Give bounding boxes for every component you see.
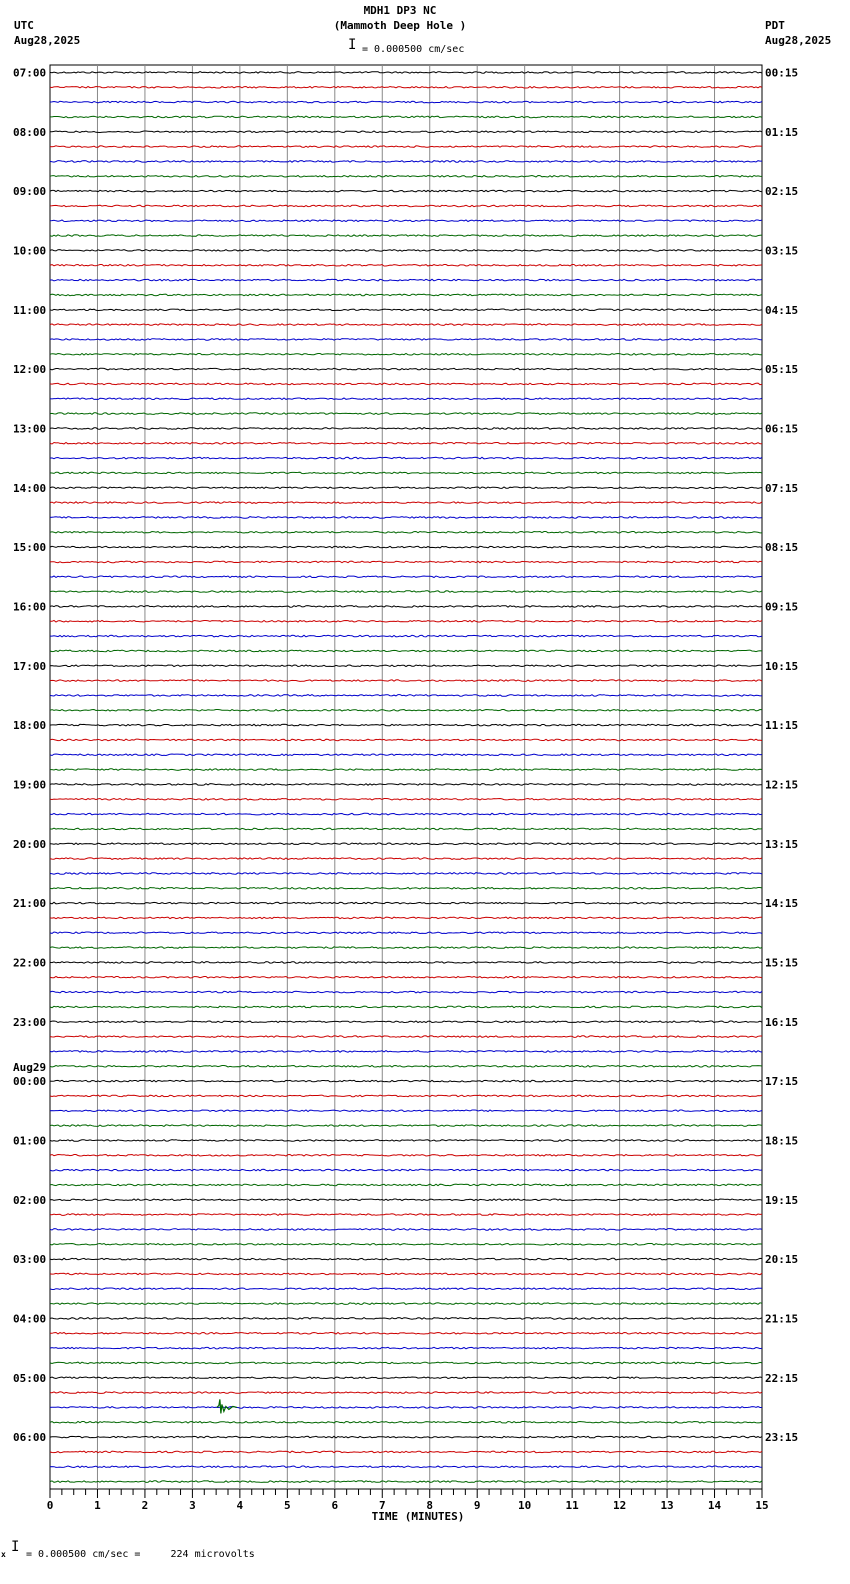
seismic-trace: [50, 1229, 762, 1231]
pdt-hour-label: 00:15: [765, 66, 799, 80]
x-tick-label: 11: [565, 1499, 579, 1512]
seismic-trace: [50, 1288, 762, 1290]
seismic-trace: [50, 591, 762, 593]
utc-hour-label: 13:00: [13, 422, 47, 436]
seismic-trace: [50, 1021, 762, 1023]
seismic-trace: [50, 695, 762, 697]
scale-bar-icon: I: [348, 37, 357, 53]
seismic-trace: [50, 532, 762, 534]
seismic-trace: [50, 502, 762, 504]
pdt-hour-label: 11:15: [765, 719, 799, 733]
pdt-hour-label: 18:15: [765, 1134, 799, 1148]
seismic-trace: [50, 1006, 762, 1008]
pdt-hour-label: 05:15: [765, 363, 799, 377]
seismic-trace: [50, 1214, 762, 1216]
seismic-trace: [50, 888, 762, 890]
seismic-trace: [50, 1273, 762, 1275]
pdt-hour-label: 06:15: [765, 422, 799, 436]
seismic-trace: [50, 932, 762, 934]
x-tick-label: 4: [236, 1499, 244, 1512]
seismic-trace: [50, 339, 762, 341]
seismic-trace: [50, 1036, 762, 1038]
utc-hour-label: 23:00: [13, 1015, 47, 1029]
seismic-trace: [50, 650, 762, 652]
x-tick-label: 10: [518, 1499, 532, 1512]
seismic-trace: [50, 621, 762, 623]
x-tick-label: 9: [473, 1499, 481, 1512]
seismic-trace: [50, 250, 762, 252]
seismic-trace: [50, 680, 762, 682]
utc-hour-label: 11:00: [13, 303, 47, 317]
plot-frame: [50, 65, 762, 1489]
utc-hour-label: 16:00: [13, 600, 47, 614]
seismic-trace: [50, 131, 762, 133]
seismic-trace: [50, 116, 762, 118]
seismic-trace: [50, 917, 762, 919]
pdt-hour-label: 09:15: [765, 600, 799, 614]
utc-hour-label: 12:00: [13, 363, 47, 377]
pdt-hour-label: 01:15: [765, 125, 799, 139]
seismic-trace: [50, 902, 762, 904]
seismic-trace: [50, 947, 762, 949]
seismic-trace: [50, 635, 762, 637]
pdt-hour-label: 10:15: [765, 659, 799, 673]
utc-hour-label: 04:00: [13, 1312, 47, 1326]
seismic-trace: [50, 962, 762, 964]
x-tick-label: 15: [755, 1499, 769, 1512]
seismic-trace: [50, 101, 762, 103]
seismic-trace: [50, 443, 762, 445]
utc-hour-label: 08:00: [13, 125, 47, 139]
seismic-trace: [50, 828, 762, 830]
pdt-hour-label: 19:15: [765, 1193, 799, 1207]
seismic-trace: [50, 517, 762, 519]
seismic-trace: [50, 413, 762, 415]
utc-hour-label: 05:00: [13, 1371, 47, 1385]
seismic-trace: [50, 665, 762, 667]
scale-text: = 0.000500 cm/sec: [362, 44, 465, 55]
seismic-trace: [50, 1080, 762, 1082]
seismic-trace: [50, 576, 762, 578]
pdt-hour-label: 16:15: [765, 1015, 799, 1029]
utc-hour-label: 18:00: [13, 719, 47, 733]
footer-scale-prefix: x: [1, 1550, 6, 1559]
seismic-trace: [50, 190, 762, 192]
pdt-hour-label: 03:15: [765, 244, 799, 258]
seismic-trace: [50, 561, 762, 563]
seismic-trace: [50, 739, 762, 741]
seismic-trace: [50, 176, 762, 178]
x-tick-label: 1: [94, 1499, 101, 1512]
seismic-trace: [50, 873, 762, 875]
utc-hour-label: 19:00: [13, 778, 47, 792]
pdt-hour-label: 04:15: [765, 303, 799, 317]
utc-hour-label: 01:00: [13, 1134, 47, 1148]
utc-hour-label: 07:00: [13, 66, 47, 80]
seismic-trace: [50, 279, 762, 281]
x-tick-label: 14: [707, 1499, 722, 1512]
seismic-trace: [50, 161, 762, 163]
utc-hour-label: 21:00: [13, 897, 47, 911]
pdt-hour-label: 23:15: [765, 1431, 799, 1445]
x-tick-label: 3: [189, 1499, 196, 1512]
seismic-trace: [50, 606, 762, 608]
utc-hour-label: 15:00: [13, 541, 47, 555]
left-date: Aug28,2025: [14, 34, 81, 47]
x-tick-label: 5: [284, 1499, 291, 1512]
footer-scale-icon: I: [11, 1539, 20, 1555]
x-tick-label: 7: [378, 1499, 386, 1512]
seismic-trace: [50, 220, 762, 222]
seismic-event: [217, 1399, 237, 1413]
utc-hour-label: 14:00: [13, 481, 47, 495]
station-title: MDH1 DP3 NC: [363, 4, 437, 17]
seismic-trace: [50, 1318, 762, 1320]
utc-hour-label: 03:00: [13, 1253, 47, 1267]
utc-hour-label: 17:00: [13, 659, 47, 673]
seismic-trace: [50, 1422, 762, 1424]
utc-hour-label: 00:00: [13, 1075, 47, 1089]
seismic-trace: [50, 472, 762, 474]
seismic-trace: [50, 1333, 762, 1335]
seismic-trace: [50, 1466, 762, 1468]
seismic-trace: [50, 977, 762, 979]
seismic-trace: [50, 205, 762, 207]
seismic-trace: [50, 1125, 762, 1127]
seismic-trace: [50, 1392, 762, 1394]
seismic-trace: [50, 1244, 762, 1246]
seismic-trace: [50, 72, 762, 74]
seismic-trace: [50, 398, 762, 400]
utc-hour-label: 20:00: [13, 837, 47, 851]
pdt-hour-label: 13:15: [765, 837, 799, 851]
seismic-trace: [50, 428, 762, 430]
seismic-trace: [50, 1184, 762, 1186]
x-tick-label: 0: [46, 1499, 54, 1512]
x-tick-label: 6: [331, 1499, 339, 1512]
pdt-hour-label: 22:15: [765, 1371, 799, 1385]
pdt-hour-label: 17:15: [765, 1075, 799, 1089]
seismic-trace: [50, 235, 762, 237]
pdt-hour-label: 20:15: [765, 1253, 799, 1267]
x-tick-label: 8: [426, 1499, 434, 1512]
utc-hour-label: 02:00: [13, 1193, 47, 1207]
seismic-trace: [50, 1110, 762, 1112]
utc-hour-label: 09:00: [13, 185, 47, 199]
seismic-trace: [50, 710, 762, 712]
x-tick-label: 13: [660, 1499, 674, 1512]
seismic-trace: [50, 1066, 762, 1068]
seismic-trace: [50, 1377, 762, 1379]
seismic-trace: [50, 1051, 762, 1053]
seismic-trace: [50, 354, 762, 356]
seismic-trace: [50, 383, 762, 385]
seismic-trace: [50, 1362, 762, 1364]
seismic-trace: [50, 1451, 762, 1453]
seismic-trace: [50, 1407, 762, 1409]
seismic-trace: [50, 754, 762, 756]
left-timezone: UTC: [14, 19, 34, 32]
seismic-trace: [50, 309, 762, 311]
seismic-trace: [50, 799, 762, 801]
seismic-trace: [50, 1140, 762, 1142]
seismic-trace: [50, 1347, 762, 1349]
seismic-trace: [50, 1303, 762, 1305]
x-tick-label: 12: [612, 1499, 627, 1512]
seismic-trace: [50, 1199, 762, 1201]
seismic-trace: [50, 1095, 762, 1097]
seismic-trace: [50, 991, 762, 993]
seismic-trace: [50, 146, 762, 148]
seismic-trace: [50, 784, 762, 786]
location-subtitle: (Mammoth Deep Hole ): [333, 19, 467, 32]
seismic-trace: [50, 546, 762, 548]
pdt-hour-label: 21:15: [765, 1312, 799, 1326]
pdt-hour-label: 15:15: [765, 956, 799, 970]
seismic-trace: [50, 1258, 762, 1260]
seismic-trace: [50, 457, 762, 459]
seismic-trace: [50, 324, 762, 326]
seismic-trace: [50, 858, 762, 860]
utc-hour-label: 06:00: [13, 1431, 47, 1445]
seismic-trace: [50, 487, 762, 489]
right-date: Aug28,2025: [765, 34, 832, 47]
pdt-hour-label: 07:15: [765, 481, 799, 495]
seismic-trace: [50, 368, 762, 370]
seismic-trace: [50, 294, 762, 296]
seismic-trace: [50, 87, 762, 89]
seismic-trace: [50, 1155, 762, 1157]
seismic-trace: [50, 1436, 762, 1438]
pdt-hour-label: 12:15: [765, 778, 799, 792]
utc-hour-label: 22:00: [13, 956, 47, 970]
seismic-trace: [50, 724, 762, 726]
date-change-label: Aug29: [13, 1061, 47, 1075]
seismic-trace: [50, 843, 762, 845]
footer-scale-note: = 0.000500 cm/sec = 224 microvolts: [26, 1549, 255, 1560]
seismic-trace: [50, 813, 762, 815]
x-axis-label: TIME (MINUTES): [371, 1510, 465, 1523]
pdt-hour-label: 14:15: [765, 897, 799, 911]
seismic-trace: [50, 1169, 762, 1171]
x-tick-label: 2: [141, 1499, 149, 1512]
seismic-trace: [50, 1481, 762, 1483]
right-timezone: PDT: [765, 19, 785, 32]
pdt-hour-label: 02:15: [765, 185, 799, 199]
seismic-trace: [50, 769, 762, 771]
utc-hour-label: 10:00: [13, 244, 47, 258]
seismic-trace: [50, 265, 762, 267]
pdt-hour-label: 08:15: [765, 541, 799, 555]
